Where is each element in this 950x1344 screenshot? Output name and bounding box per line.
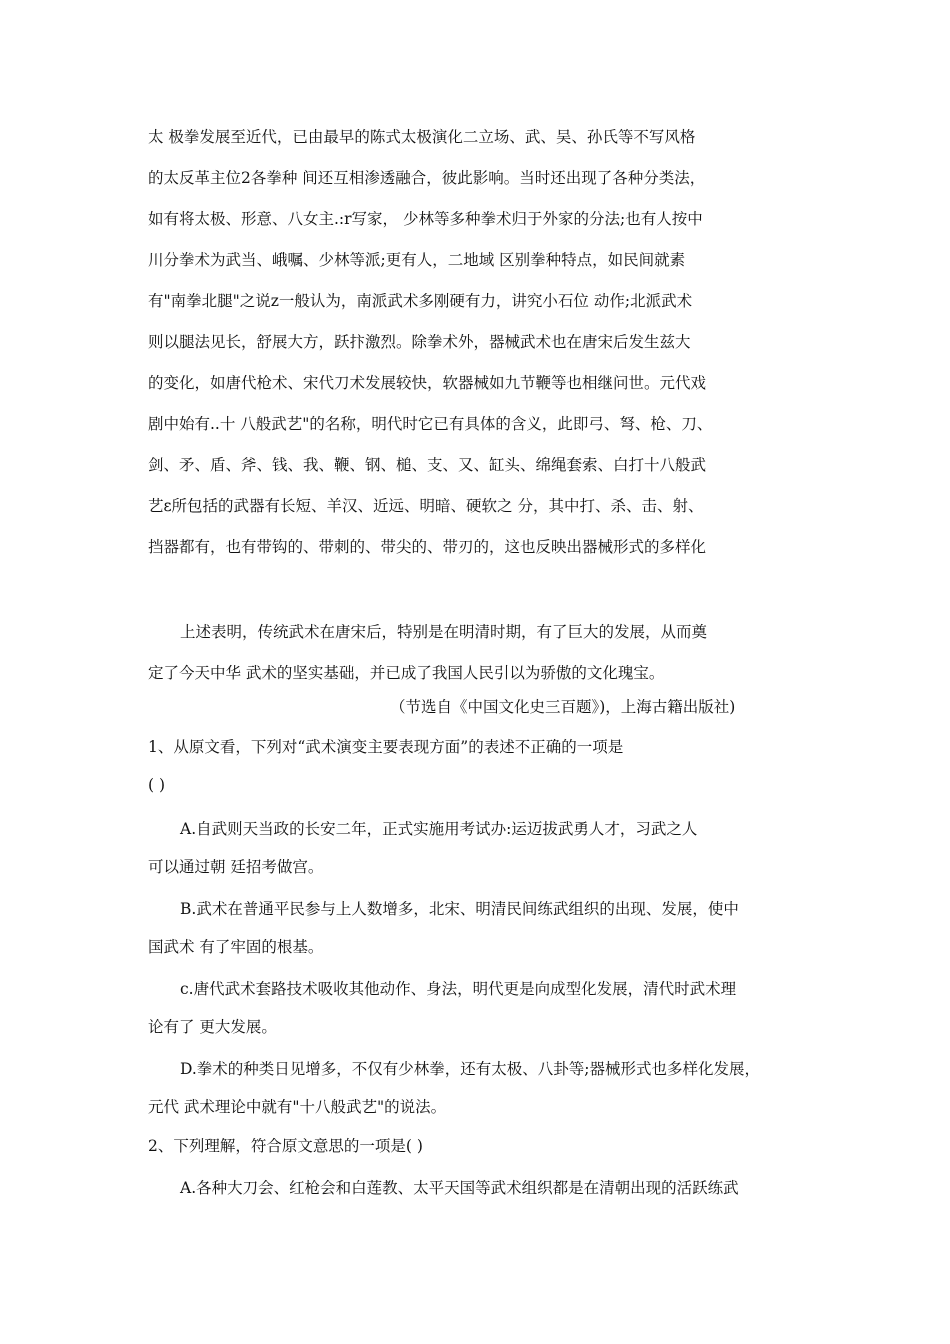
conclusion-line: 上述表明，传统武术在唐宋后，特别是在明清时期，有了巨大的发展，从而奠 — [180, 623, 708, 641]
source-note: （节选自《中国文化史三百题》)，上海古籍出版社) — [390, 698, 736, 716]
passage-line: 川分拳术为武当、峨嘱、少林等派;更有人，二地域 区别拳种特点，如民间就素 — [148, 251, 686, 269]
q1-option-c-cont: 论有了 更大发展。 — [148, 1018, 277, 1036]
q1-option-c: c.唐代武术套路技术吸收其他动作、身法，明代更是向成型化发展，清代时武术理 — [180, 980, 737, 998]
passage-line: 太 极拳发展至近代，已由最早的陈式太极演化二立场、武、吴、孙氏等不写风格 — [148, 128, 696, 146]
q2-option-a: A.各种大刀会、红枪会和白莲教、太平天国等武术组织都是在清朝出现的活跃练武 — [180, 1179, 739, 1197]
passage-line: 剧中始有..十 八般武艺"的名称，明代时它已有具体的含义，此即弓、弩、枪、刀、 — [148, 415, 713, 433]
passage-line: 的太反革主位2各拳种 间还互相渗透融合，彼此影响。当时还出现了各种分类法， — [148, 169, 706, 187]
passage-line: 剑、矛、盾、斧、钱、我、鞭、钢、槌、支、又、缸头、绵绳套索、白打十八般武 — [148, 456, 707, 474]
q1-option-a: A.自武则天当政的长安二年，正式实施用考试办:运迈拔武勇人才，习武之人 — [180, 820, 698, 838]
q1-option-b: B.武术在普通平民参与上人数增多，北宋、明清民间练武组织的出现、发展，使中 — [180, 900, 739, 918]
q1-option-d: D.拳术的种类日见增多，不仅有少林拳，还有太极、八卦等;器械形式也多样化发展， — [180, 1060, 761, 1078]
passage-line: 挡器都有，也有带钩的、带刺的、带尖的、带刃的，这也反映出器械形式的多样化 — [148, 538, 707, 556]
passage-line: 如有将太极、形意、八女主.:r写家， 少林等多种拳术归于外家的分法;也有人按中 — [148, 210, 703, 228]
passage-line: 有"南拳北腿"之说z一般认为，南派武术多刚硬有力，讲究小石位 动作;北派武术 — [148, 292, 693, 310]
question-1-stem: 1、从原文看，下列对“武术演变主要表现方面”的表述不正确的一项是 — [148, 738, 624, 756]
passage-line: 艺ε所包括的武器有长短、羊汉、近远、明暗、硬软之 分，其中打、杀、击、射、 — [148, 497, 704, 515]
question-2-stem: 2、下列理解，符合原文意思的一项是( ) — [148, 1137, 423, 1155]
q1-option-a-cont: 可以通过朝 廷招考做宫。 — [148, 858, 324, 876]
q1-option-d-cont: 元代 武术理论中就有"十八般武艺"的说法。 — [148, 1098, 447, 1116]
passage-line: 的变化，如唐代枪术、宋代刀术发展较快，软器械如九节鞭等也相继问世。元代戏 — [148, 374, 707, 392]
question-1-blank: ( ) — [148, 776, 166, 794]
conclusion-line: 定了今天中华 武术的坚实基础，并已成了我国人民引以为骄傲的文化瑰宝。 — [148, 664, 665, 682]
passage-line: 则以腿法见长，舒展大方，跃抃激烈。除拳术外，器械武术也在唐宋后发生兹大 — [148, 333, 691, 351]
q1-option-b-cont: 国武术 有了牢固的根基。 — [148, 938, 324, 956]
